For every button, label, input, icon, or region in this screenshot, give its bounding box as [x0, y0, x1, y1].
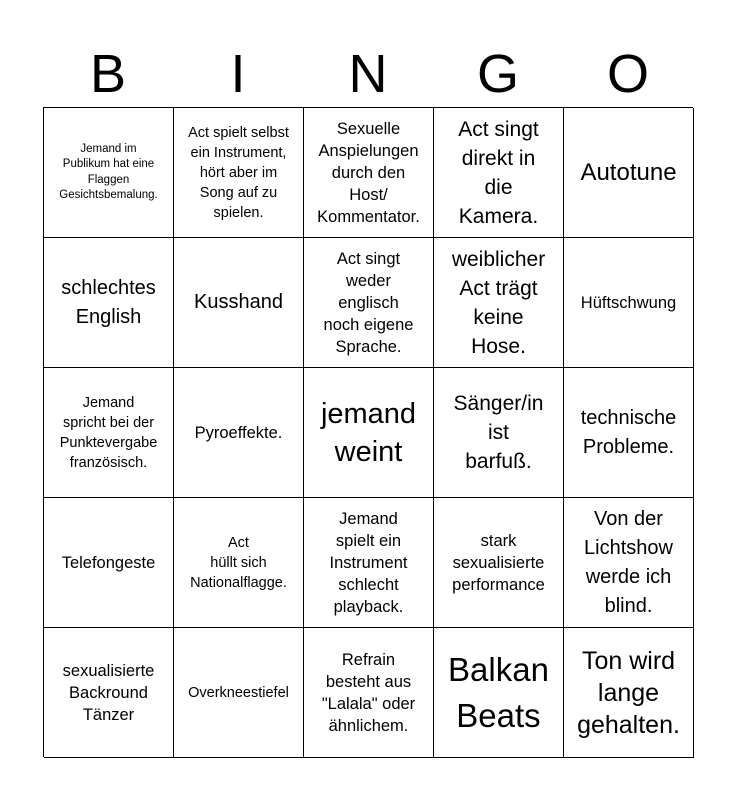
cell-text: Autotune	[580, 158, 677, 186]
cell-text: Sexuelle Anspielungen durch den Host/ Kommentator.	[317, 119, 420, 226]
bingo-cell-r5-c2[interactable]	[174, 628, 304, 758]
cell-text: stark sexualisierte performance	[452, 531, 545, 594]
cell-text: Ton wird lange gehalten.	[577, 646, 680, 739]
cell-text: Act hüllt sich Nationalflagge.	[190, 534, 287, 591]
cell-text: Jemand im Publikum hat eine Flaggen Gesichtsbemalung.	[59, 142, 158, 201]
bingo-cell-r5-c4[interactable]	[434, 628, 564, 758]
header-letter-i: I	[230, 44, 246, 104]
cell-text: Act singt direkt in die Kamera.	[458, 117, 539, 228]
bingo-cell-r2-c3[interactable]	[304, 238, 434, 368]
cell-text: Von der Lichtshow werde ich blind.	[584, 507, 673, 617]
header-letter-b: B	[89, 44, 127, 104]
cell-text: Refrain besteht aus "Lalala" oder ähnlichem.	[321, 650, 416, 735]
bingo-cell-r3-c1[interactable]	[44, 368, 174, 498]
bingo-cell-r5-c5[interactable]	[564, 628, 694, 758]
bingo-cell-r2-c1[interactable]	[44, 238, 174, 368]
bingo-cell-r1-c5[interactable]	[564, 108, 694, 238]
cell-text: technische Probleme.	[580, 406, 677, 458]
header-letter-o: O	[606, 44, 649, 104]
cell-text: Balkan Beats	[448, 650, 549, 734]
cell-text: Jemand spielt ein Instrument schlecht playback.	[329, 509, 408, 616]
cell-text: Telefongeste	[61, 553, 156, 572]
cell-text: Act singt weder englisch noch eigene Sprache.	[323, 249, 414, 356]
bingo-cell-r2-c4[interactable]	[434, 238, 564, 368]
header-letter-g: G	[476, 44, 519, 104]
bingo-cell-r3-c2[interactable]	[174, 368, 304, 498]
bingo-cell-r3-c3[interactable]	[304, 368, 434, 498]
bingo-cell-r4-c1[interactable]	[44, 498, 174, 628]
cell-text: jemand weint	[320, 397, 417, 468]
cell-text: Act spielt selbst ein Instrument, hört aber im Song auf zu spielen.	[188, 124, 289, 221]
bingo-cell-r1-c3[interactable]	[304, 108, 434, 238]
cell-text: Hüftschwung	[580, 293, 677, 312]
bingo-cell-r1-c2[interactable]	[174, 108, 304, 238]
cell-text: Kusshand	[194, 291, 283, 313]
bingo-cell-r3-c4[interactable]	[434, 368, 564, 498]
cell-text: Jemand spricht bei der Punktevergabe französisch.	[59, 394, 158, 471]
bingo-cell-r5-c1[interactable]	[44, 628, 174, 758]
bingo-cell-r4-c2[interactable]	[174, 498, 304, 628]
bingo-cell-r5-c3[interactable]	[304, 628, 434, 758]
bingo-cell-r4-c4[interactable]	[434, 498, 564, 628]
bingo-cell-r4-c5[interactable]	[564, 498, 694, 628]
header-letter-n: N	[348, 44, 388, 104]
cell-text: sexualisierte Backround Tänzer	[62, 661, 155, 724]
cell-text: weiblicher Act trägt keine Hose.	[451, 247, 546, 358]
cell-text: Sänger/in ist barfuß.	[453, 392, 544, 473]
bingo-cell-r1-c4[interactable]	[434, 108, 564, 238]
bingo-board	[43, 107, 693, 757]
cell-text: Overkneestiefel	[188, 684, 289, 701]
bingo-header	[43, 40, 693, 108]
bingo-cell-r3-c5[interactable]	[564, 368, 694, 498]
bingo-cell-r2-c2[interactable]	[174, 238, 304, 368]
bingo-cell-r2-c5[interactable]	[564, 238, 694, 368]
cell-text: Pyroeffekte.	[194, 423, 283, 442]
cell-text: schlechtes English	[61, 276, 156, 328]
bingo-cell-r4-c3[interactable]	[304, 498, 434, 628]
bingo-cell-r1-c1[interactable]	[44, 108, 174, 238]
